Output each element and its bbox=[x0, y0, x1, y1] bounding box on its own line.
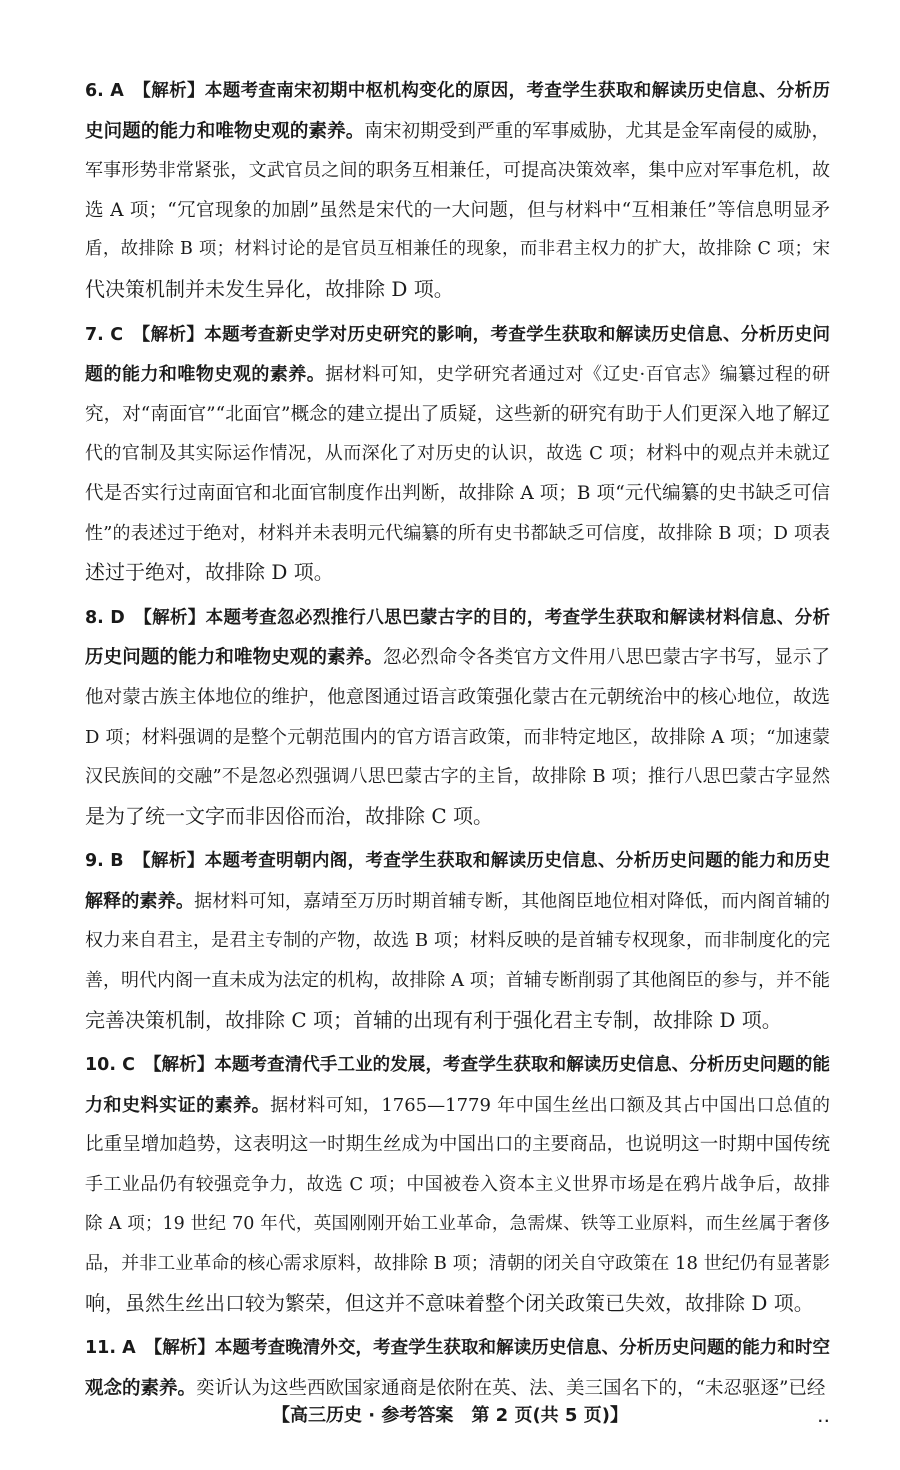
answer-line bbox=[85, 1165, 830, 1205]
answer-text-bold: 解释的素养。 bbox=[85, 890, 195, 912]
answer-line bbox=[85, 355, 830, 395]
answer-line bbox=[85, 678, 830, 718]
answer-list bbox=[85, 72, 830, 1415]
answer-line bbox=[85, 72, 830, 112]
footer-label: 【高三历史 · 参考答案 第 2 页(共 5 页)】 bbox=[272, 1405, 628, 1426]
answer-text-bold: 史问题的能力和唯物史观的素养。 bbox=[85, 120, 365, 142]
page-footer bbox=[0, 1404, 900, 1428]
answer-text: 手工业品仍有较强竞争力，故选 C 项；中国被卷入资本主义世界市场是在鸦片战争后，故排 bbox=[85, 1174, 830, 1196]
answer-text-bold: 观念的素养。 bbox=[85, 1378, 197, 1399]
answer-line bbox=[85, 1244, 830, 1284]
answer-text: 述过于绝对，故排除 D 项。 bbox=[85, 560, 334, 585]
answer-text: 权力来自君主，是君主专制的产物，故选 B 项；材料反映的是首辅专权现象，而非制度化的完 bbox=[85, 930, 830, 952]
answer-text: 忽必烈命令各类官方文件用八思巴蒙古字书写，显示了 bbox=[383, 647, 830, 669]
answer-text: 性”的表述过于绝对，材料并未表明元代编纂的所有史书都缺乏可信度，故排除 B 项；D 项表 bbox=[85, 522, 830, 544]
answer-text: 代的官制及其实际运作情况，从而深化了对历史的认识，故选 C 项；材料中的观点并未就辽 bbox=[85, 443, 830, 465]
answer-text-bold: 8. D 【解析】本题考查忽必烈推行八思巴蒙古字的目的，考查学生获取和解读材料信息、分析 bbox=[85, 607, 830, 628]
answer-text-bold: 11. A 【解析】本题考查晚清外交，考查学生获取和解读历史信息、分析历史问题的能力和时空 bbox=[85, 1338, 830, 1359]
answer-line bbox=[85, 230, 830, 270]
answer-text: 品，并非工业革命的核心需求原料，故排除 B 项；清朝的闭关自守政策在 18 世纪仍有显著影 bbox=[85, 1253, 830, 1275]
answer-text: 选 A 项；“冗官现象的加剧”虽然是宋代的一大问题，但与材料中“互相兼任”等信息明显矛 bbox=[85, 199, 830, 221]
answer-line bbox=[85, 1046, 830, 1086]
answer-text: 据材料可知，史学研究者通过对《辽史·百官志》编纂过程的研 bbox=[325, 364, 830, 386]
answer-text: 汉民族间的交融”不是忽必烈强调八思巴蒙古字的主旨，故排除 B 项；推行八思巴蒙古字显然 bbox=[85, 766, 830, 788]
answer-line bbox=[85, 1284, 830, 1324]
answer-text: 代决策机制并未发生异化，故排除 D 项。 bbox=[85, 276, 454, 301]
answer-item bbox=[85, 842, 830, 1040]
answer-line bbox=[85, 1086, 830, 1126]
answer-text: 他对蒙古族主体地位的维护，他意图通过语言政策强化蒙古在元朝统治中的核心地位，故选 bbox=[85, 686, 830, 708]
answer-item bbox=[85, 72, 830, 310]
answer-line bbox=[85, 757, 830, 797]
answer-text-bold: 题的能力和唯物史观的素养。 bbox=[85, 364, 326, 386]
answer-text: 奕䜣认为这些西欧国家通商是依附在英、法、美三国名下的，“未忍驱逐”已经 bbox=[196, 1378, 826, 1399]
answer-text: 善，明代内阁一直未成为法定的机构，故排除 A 项；首辅专断削弱了其他阁臣的参与，并不能 bbox=[85, 970, 830, 992]
answer-text: D 项；材料强调的是整个元朝范围内的官方语言政策，而非特定地区，故排除 A 项；“加速蒙 bbox=[85, 726, 830, 748]
answer-text: 代是否实行过南面官和北面官制度作出判断，故排除 A 项；B 项“元代编纂的史书缺乏可信 bbox=[85, 482, 830, 504]
answer-line bbox=[85, 191, 830, 231]
answer-text-bold: 力和史料实证的素养。 bbox=[85, 1094, 271, 1116]
answer-line bbox=[85, 797, 830, 837]
answer-item bbox=[85, 1046, 830, 1323]
answer-text: 是为了统一文字而非因俗而治，故排除 C 项。 bbox=[85, 803, 494, 828]
answer-line bbox=[85, 882, 830, 922]
answer-text: 究，对“南面官”“北面官”概念的建立提出了质疑，这些新的研究有助于人们更深入地了解辽 bbox=[85, 403, 830, 425]
answer-text: 响，虽然生丝出口较为繁荣，但这并不意味着整个闭关政策已失效，故排除 D 项。 bbox=[85, 1290, 814, 1315]
answer-line bbox=[85, 474, 830, 514]
answer-line bbox=[85, 638, 830, 678]
answer-text: 除 A 项；19 世纪 70 年代，英国刚刚开始工业革命，急需煤、铁等工业原料，而生丝属于奢侈 bbox=[85, 1213, 830, 1234]
answer-line bbox=[85, 316, 830, 356]
answer-text-bold: 历史问题的能力和唯物史观的素养。 bbox=[85, 647, 384, 669]
answer-text-bold: 7. C 【解析】本题考查新史学对历史研究的影响，考查学生获取和解读历史信息、分析历史问 bbox=[85, 324, 830, 345]
answer-line bbox=[85, 514, 830, 554]
answer-line bbox=[85, 1125, 830, 1165]
answer-item bbox=[85, 1329, 830, 1408]
answer-line bbox=[85, 718, 830, 758]
answer-line bbox=[85, 1205, 830, 1245]
answer-line bbox=[85, 434, 830, 474]
answer-line bbox=[85, 921, 830, 961]
answer-line bbox=[85, 151, 830, 191]
answer-text-bold: 9. B 【解析】本题考查明朝内阁，考查学生获取和解读历史信息、分析历史问题的能力和历史 bbox=[85, 851, 830, 872]
answer-line bbox=[85, 1001, 830, 1041]
answer-line bbox=[85, 112, 830, 152]
answer-text-bold: 10. C 【解析】本题考查清代手工业的发展，考查学生获取和解读历史信息、分析历史问题的能 bbox=[85, 1055, 830, 1076]
answer-line bbox=[85, 395, 830, 435]
answer-text: 比重呈增加趋势，这表明这一时期生丝成为中国出口的主要商品，也说明这一时期中国传统 bbox=[85, 1134, 830, 1156]
answer-line bbox=[85, 599, 830, 639]
answer-line bbox=[85, 553, 830, 593]
answer-line bbox=[85, 961, 830, 1001]
answer-item bbox=[85, 316, 830, 593]
answer-text-bold: 6. A 【解析】本题考查南宋初期中枢机构变化的原因，考查学生获取和解读历史信息、分析历 bbox=[85, 81, 830, 101]
answer-item bbox=[85, 599, 830, 837]
answer-text: 军事形势非常紧张，文武官员之间的职务互相兼任，可提高决策效率，集中应对军事危机，故 bbox=[85, 160, 830, 182]
answer-text: 盾，故排除 B 项；材料讨论的是官员互相兼任的现象，而非君主权力的扩大，故排除 C 项；宋 bbox=[85, 239, 830, 260]
answer-text: 完善决策机制，故排除 C 项；首辅的出现有利于强化君主专制，故排除 D 项。 bbox=[85, 1007, 782, 1032]
answer-text: 南宋初期受到严重的军事威胁，尤其是金军南侵的威胁， bbox=[364, 120, 830, 142]
answer-line bbox=[85, 1369, 830, 1409]
answer-text: 据材料可知，1765—1779 年中国生丝出口额及其占中国出口总值的 bbox=[270, 1094, 831, 1116]
answer-text: 据材料可知，嘉靖至万历时期首辅专断，其他阁臣地位相对降低，而内阁首辅的 bbox=[194, 890, 831, 912]
answer-line bbox=[85, 1329, 830, 1369]
footer-dots: .. bbox=[818, 1411, 832, 1425]
answer-line bbox=[85, 270, 830, 310]
answer-line bbox=[85, 842, 830, 882]
